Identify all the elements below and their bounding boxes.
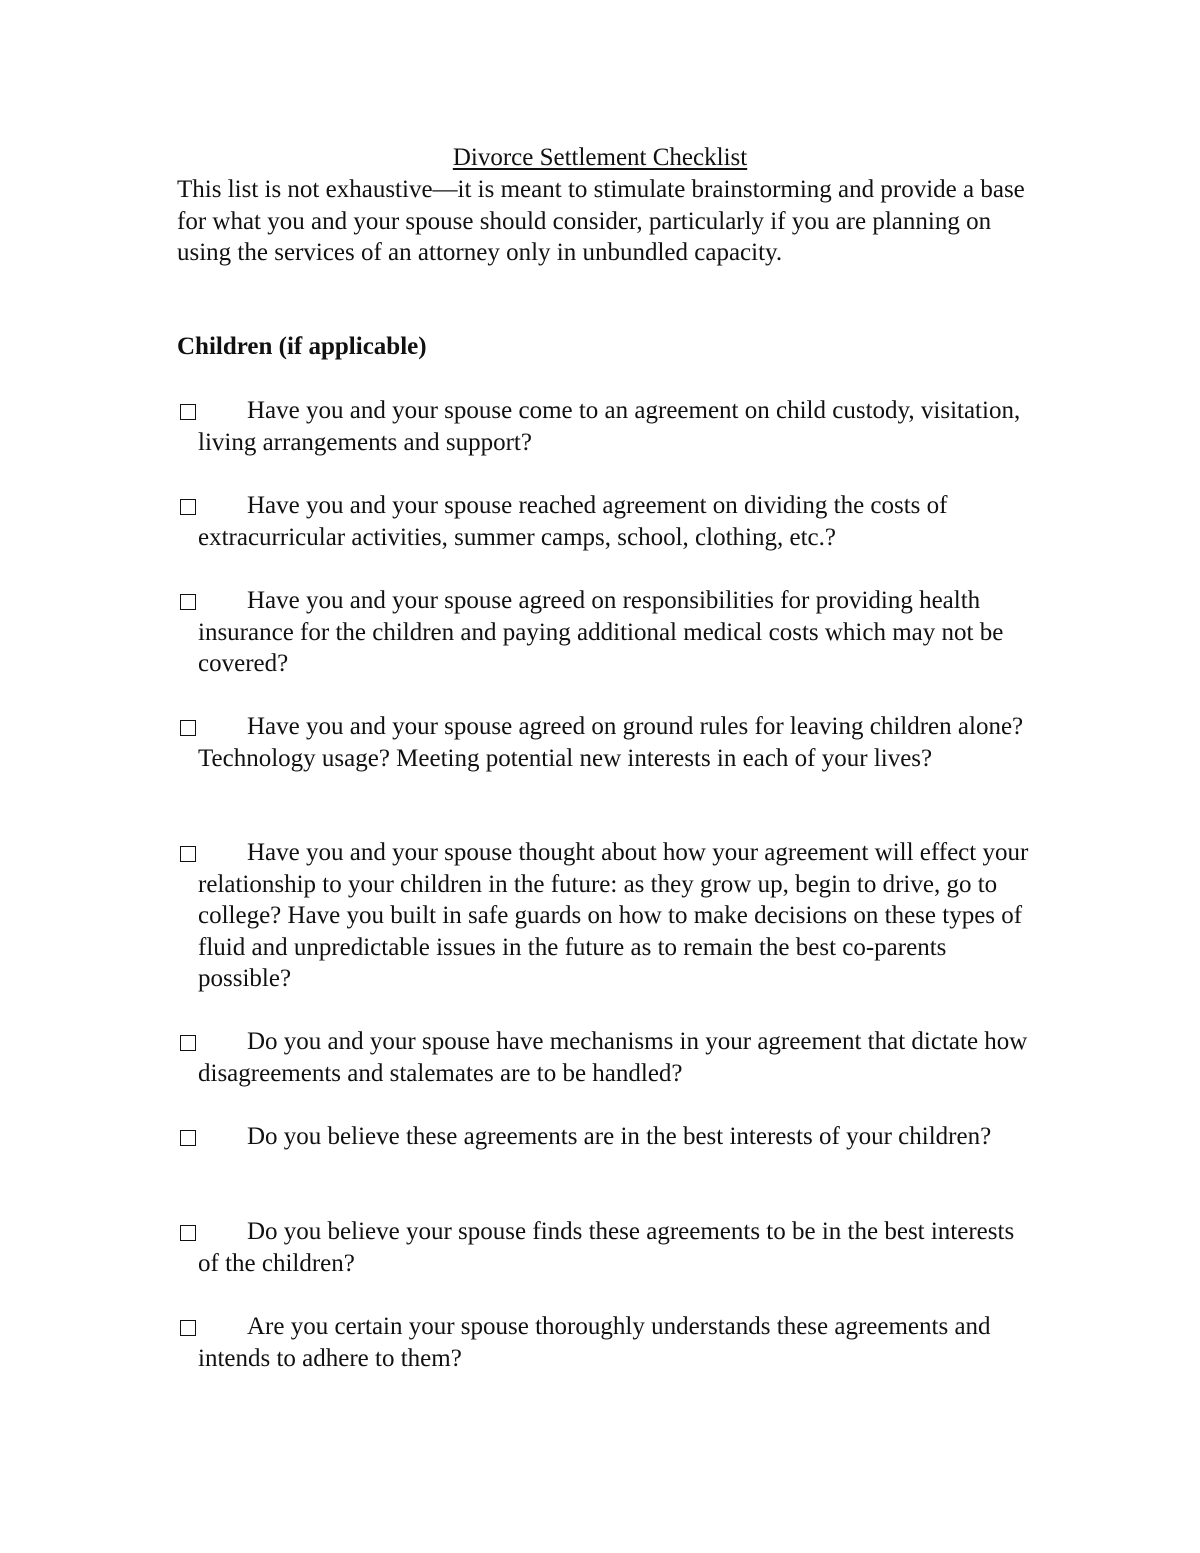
checklist-item [177, 1216, 1037, 1279]
checkbox[interactable] [180, 1320, 196, 1336]
checkbox[interactable] [180, 594, 196, 610]
checklist-item-text: Have you and your spouse thought about how your agreement will effect your relationship to your children in the future: as they grow up, begin to drive, go to college? Have you built in safe guards on how to make decisions on these types of fluid and unpredictable issues in the future as to remain the best co-parents possible? [198, 839, 1029, 992]
checklist-item-text: Are you certain your spouse thoroughly understands these agreements and intends to adhere to them? [198, 1313, 991, 1372]
checklist-item [177, 1026, 1037, 1089]
intro-paragraph: This list is not exhaustive—it is meant to stimulate brainstorming and provide a base for what you and your spouse should consider, particularly if you are planning on using the services of an attorney only in unbundled capacity. [177, 176, 1025, 266]
checklist-item [177, 395, 1037, 458]
checklist-item-text: Do you believe these agreements are in the best interests of your children? [247, 1123, 992, 1150]
checkbox[interactable] [180, 404, 196, 420]
checklist-item [177, 490, 1037, 553]
checkbox[interactable] [180, 1035, 196, 1051]
checklist-item-text: Have you and your spouse agreed on responsibilities for providing health insurance for the children and paying additional medical costs which may not be covered? [198, 587, 1004, 677]
checkbox[interactable] [180, 846, 196, 862]
section-heading-children: Children (if applicable) [177, 333, 427, 360]
checklist-item-text: Have you and your spouse come to an agreement on child custody, visitation, living arrangements and support? [198, 397, 1021, 456]
checklist-item-text: Do you and your spouse have mechanisms in your agreement that dictate how disagreements and stalemates are to be handled? [198, 1028, 1028, 1087]
checklist-item [177, 585, 1037, 680]
document-title: Divorce Settlement Checklist [452, 144, 748, 171]
checklist-item [177, 1311, 1037, 1374]
checkbox[interactable] [180, 1225, 196, 1241]
checklist-item [177, 1121, 1037, 1153]
checkbox[interactable] [180, 499, 196, 515]
checkbox[interactable] [180, 1130, 196, 1146]
checklist-item [177, 837, 1037, 995]
checklist-item-text: Have you and your spouse agreed on ground rules for leaving children alone? Technology usage? Meeting potential new interests in each of your lives? [198, 713, 1024, 772]
checkbox[interactable] [180, 720, 196, 736]
checklist-item-text: Have you and your spouse reached agreement on dividing the costs of extracurricular activities, summer camps, school, clothing, etc.? [198, 492, 948, 551]
checklist-item-text: Do you believe your spouse finds these agreements to be in the best interests of the children? [198, 1218, 1015, 1277]
checklist-item [177, 711, 1037, 774]
